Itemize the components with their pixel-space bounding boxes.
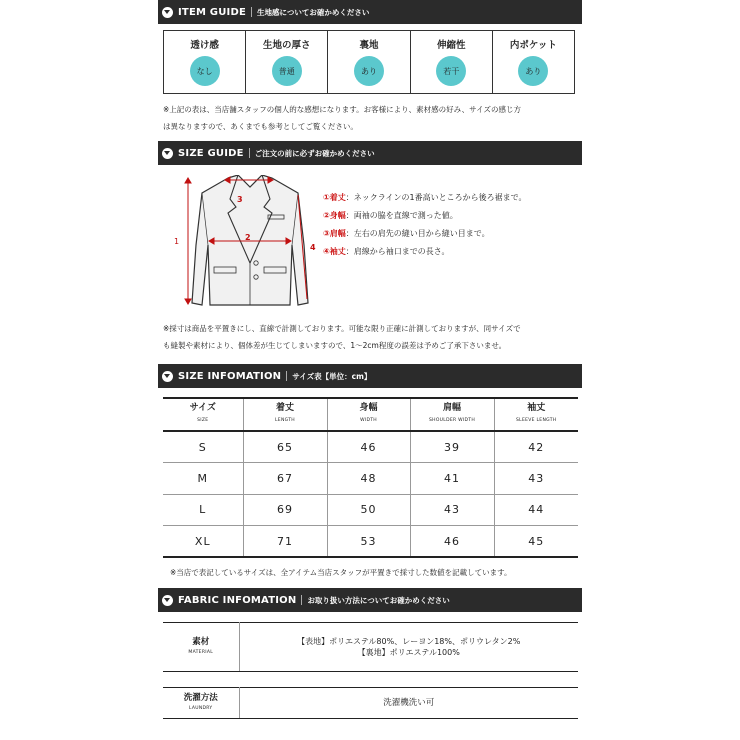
table-row [163,623,578,672]
size-table [163,397,578,558]
guide-cell-inner-pocket [492,31,574,93]
column-header: 着丈 LENGTH [243,398,327,431]
table-cell: S [163,431,243,463]
divider [286,371,287,381]
table-cell: 50 [327,494,410,526]
size-guide-item: ①着丈：ネックラインの1番高いところから後ろ裾まで。 [323,193,527,202]
material-value: 【表地】ポリエステル80%、レーヨン18%、ポリウレタン2% 【裏地】ポリエステル100% [239,623,578,672]
laundry-value: 洗濯機洗い可 [239,688,578,719]
table-row [163,494,578,526]
size-guide-item: ④袖丈：肩線から袖口までの長さ。 [323,247,450,256]
column-header: 袖丈 SLEEVE LENGTH [494,398,578,431]
table-cell: 44 [494,494,578,526]
table-cell: 42 [494,431,578,463]
material-table [163,622,578,672]
column-header: 肩幅 SHOULDER WIDTH [410,398,494,431]
guide-label: 伸縮性 [436,40,466,51]
size-info-title: SIZE INFOMATION [178,370,282,382]
column-header: 身幅 WIDTH [327,398,410,431]
table-cell: 43 [494,463,578,495]
table-cell: 65 [243,431,327,463]
guide-value-badge: 普通 [272,56,302,86]
table-row [163,526,578,558]
size-guide-note [163,320,583,354]
guide-label: 生地の厚さ [263,40,311,51]
size-info-subtitle: サイズ表【単位：cm】 [292,371,372,381]
note-line: ※採寸は商品を平置きにし、直線で計測しております。可能な限り正確に計測しておりますが、同サイズで [163,324,521,333]
guide-value-badge: あり [518,56,548,86]
chevron-down-icon [162,148,173,159]
guide-cell-sheer [164,31,245,93]
item-guide-header [158,0,582,24]
laundry-label: 洗濯方法 LAUNDRY [163,688,239,719]
size-guide-item: ③肩幅：左右の肩先の縫い目から縫い目まで。 [323,229,490,238]
table-cell: 46 [327,431,410,463]
table-row [163,431,578,463]
table-cell: 43 [410,494,494,526]
size-info-header [158,364,582,388]
size-guide-item: ②身幅：両袖の脇を直線で測った値。 [323,211,458,220]
size-info-note: ※当店で表記しているサイズは、全アイテム当店スタッフが平置きで採寸した数値を記載しています。 [170,568,512,577]
item-guide-subtitle: 生地感についてお確かめください [257,7,370,17]
table-cell: 41 [410,463,494,495]
table-cell: 67 [243,463,327,495]
divider [301,595,302,605]
item-guide-title: ITEM GUIDE [178,6,246,18]
note-line: ※上記の表は、当店舗スタッフの個人的な感想になります。お客様により、素材感の好み、サイズの感じ方 [163,105,522,114]
table-cell: 69 [243,494,327,526]
fabric-info-subtitle: お取り扱い方法についてお確かめください [307,595,450,605]
marker-length: 1 [174,237,180,246]
table-cell: 48 [327,463,410,495]
guide-cell-lining [327,31,409,93]
guide-value-badge: なし [190,56,220,86]
divider [251,7,252,17]
table-row [163,688,578,719]
note-line: も縫製や素材により、個体差が生じてしまいますので、1〜2cm程度の誤差は予めご了承下さいませ。 [163,341,507,350]
fabric-info-header [158,588,582,612]
jacket-illustration [180,175,320,310]
note-line: は異なりますので、あくまでも参考としてご覧ください。 [163,122,358,131]
table-row [163,463,578,495]
chevron-down-icon [162,371,173,382]
laundry-table [163,687,578,719]
table-cell: XL [163,526,243,558]
size-guide-subtitle: ご注文の前に必ずお確かめください [254,148,375,158]
chevron-down-icon [162,595,173,606]
item-guide-table [163,30,575,94]
table-cell: M [163,463,243,495]
table-cell: 46 [410,526,494,558]
table-cell: 53 [327,526,410,558]
table-cell: 45 [494,526,578,558]
guide-value-badge: あり [354,56,384,86]
material-label: 素材 MATERIAL [163,623,239,672]
marker-width: 2 [245,233,251,242]
size-guide-list [323,189,526,261]
table-header-row [163,398,578,431]
column-header: サイズ SIZE [163,398,243,431]
guide-cell-thickness [245,31,327,93]
guide-label: 裏地 [359,40,379,51]
guide-value-badge: 若干 [436,56,466,86]
size-guide-title: SIZE GUIDE [178,147,244,159]
table-cell: L [163,494,243,526]
divider [249,148,250,158]
marker-sleeve: 4 [310,243,316,252]
table-cell: 71 [243,526,327,558]
fabric-info-title: FABRIC INFOMATION [178,594,297,606]
table-cell: 39 [410,431,494,463]
item-guide-note [163,101,583,135]
chevron-down-icon [162,7,173,18]
jacket-diagram [174,175,320,310]
guide-label: 内ポケット [509,40,557,51]
guide-cell-stretch [410,31,492,93]
size-guide-header [158,141,582,165]
guide-label: 透け感 [190,40,219,51]
marker-shoulder: 3 [237,195,243,204]
